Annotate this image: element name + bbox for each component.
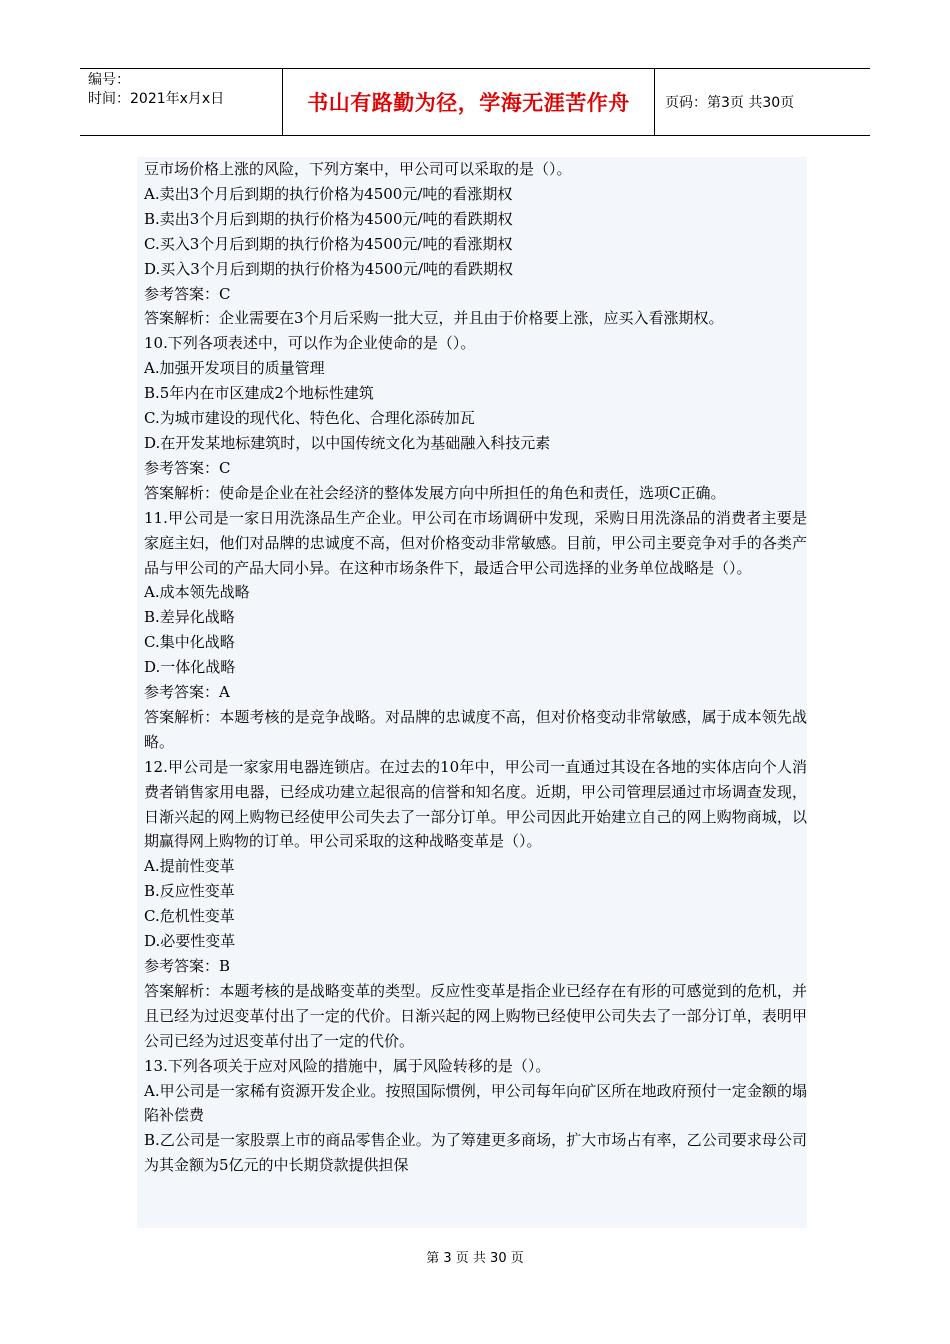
text-paragraph: B.卖出3个月后到期的执行价格为4500元/吨的看跌期权 [144, 209, 513, 228]
text-paragraph: 13.下列各项关于应对风险的措施中，属于风险转移的是（）。 [144, 1056, 551, 1075]
text-paragraph: D.在开发某地标建筑时，以中国传统文化为基础融入科技元素 [144, 433, 551, 452]
text-paragraph: C.买入3个月后到期的执行价格为4500元/吨的看涨期权 [144, 234, 513, 253]
text-paragraph: A.提前性变革 [144, 857, 235, 876]
text-paragraph: 参考答案：C [144, 284, 231, 303]
text-paragraph: A.甲公司是一家稀有资源开发企业。按照国际惯例，甲公司每年向矿区所在地政府预付一定金额的塌陷补偿费 [144, 1081, 807, 1125]
text-paragraph: B.差异化战略 [144, 608, 235, 627]
page-footer: 第 3 页 共 30 页 [426, 1251, 524, 1266]
header-page-cell [655, 69, 870, 135]
header-info [80, 69, 282, 135]
text-paragraph: 11.甲公司是一家日用洗涤品生产企业。甲公司在市场调研中发现，采购日用洗涤品的消费者主要是家庭主妇，他们对品牌的忠诚度不高，但对价格变动非常敏感。目前，甲公司主要竞争对手的各类产品与甲公司的产品大同小异。在这种市场条件下，最适合甲公司选择的业务单位战略是（）。 [144, 508, 807, 577]
text-paragraph: D.一体化战略 [144, 658, 236, 677]
text-paragraph: D.买入3个月后到期的执行价格为4500元/吨的看跌期权 [144, 259, 514, 278]
text-paragraph: A.成本领先战略 [144, 583, 250, 602]
text-paragraph: 参考答案：B [144, 957, 231, 975]
text-paragraph: D.必要性变革 [144, 932, 236, 951]
text-paragraph: 10.下列各项表述中，可以作为企业使命的是（）。 [144, 334, 476, 353]
text-paragraph: 答案解析：使命是企业在社会经济的整体发展方向中所担任的角色和责任，选项C正确。 [144, 483, 726, 502]
text-paragraph: 豆市场价格上涨的风险，下列方案中，甲公司可以采取的是（）。 [144, 160, 572, 178]
text-paragraph: 参考答案：C [144, 458, 231, 477]
text-paragraph: C.集中化战略 [144, 633, 235, 652]
text-paragraph: 参考答案：A [144, 683, 230, 702]
page-number-label: 页码：第3页 共30页 [665, 95, 795, 111]
text-paragraph: 答案解析：企业需要在3个月后采购一批大豆，并且由于价格要上涨，应买入看涨期权。 [144, 309, 724, 328]
document-body [137, 157, 807, 1228]
text-paragraph: 答案解析：本题考核的是竞争战略。对品牌的忠诚度不高，但对价格变动非常敏感，属于成本领先战略。 [144, 707, 807, 751]
text-paragraph: C.危机性变革 [144, 907, 235, 926]
time-label: 时间：2021年x月x日 [88, 91, 225, 107]
text-paragraph: A.加强开发项目的质量管理 [144, 359, 325, 378]
text-paragraph: B.反应性变革 [144, 882, 235, 901]
header-motto-cell [282, 69, 655, 135]
text-paragraph: B.乙公司是一家股票上市的商品零售企业。为了筹建更多商场，扩大市场占有率，乙公司要求母公司为其金额为5亿元的中长期贷款提供担保 [144, 1131, 807, 1175]
page-header [80, 68, 870, 136]
serial-number-label: 编号： [88, 72, 130, 88]
text-paragraph: 答案解析：本题考核的是战略变革的类型。反应性变革是指企业已经存在有形的可感觉到的危机，并且已经为过迟变革付出了一定的代价。日渐兴起的网上购物已经使甲公司失去了一部分订单，表明甲公司已经为过迟变革付出了一定的代价。 [144, 981, 807, 1050]
text-paragraph: 12.甲公司是一家家用电器连锁店。在过去的10年中，甲公司一直通过其设在各地的实体店向个人消费者销售家用电器，已经成功建立起很高的信誉和知名度。近期，甲公司管理层通过市场调查发现，日渐兴起的网上购物已经使甲公司失去了一部分订单。甲公司因此开始建立自己的网上购物商城，以期赢得网上购物的订单。甲公司采取的这种战略变革是（）。 [144, 757, 807, 851]
text-paragraph: B.5年内在市区建成2个地标性建筑 [144, 384, 374, 403]
motto: 书山有路勤为径，学海无涯苦作舟 [307, 91, 630, 115]
text-paragraph: C.为城市建设的现代化、特色化、合理化添砖加瓦 [144, 409, 475, 428]
text-paragraph: A.卖出3个月后到期的执行价格为4500元/吨的看涨期权 [144, 184, 513, 203]
